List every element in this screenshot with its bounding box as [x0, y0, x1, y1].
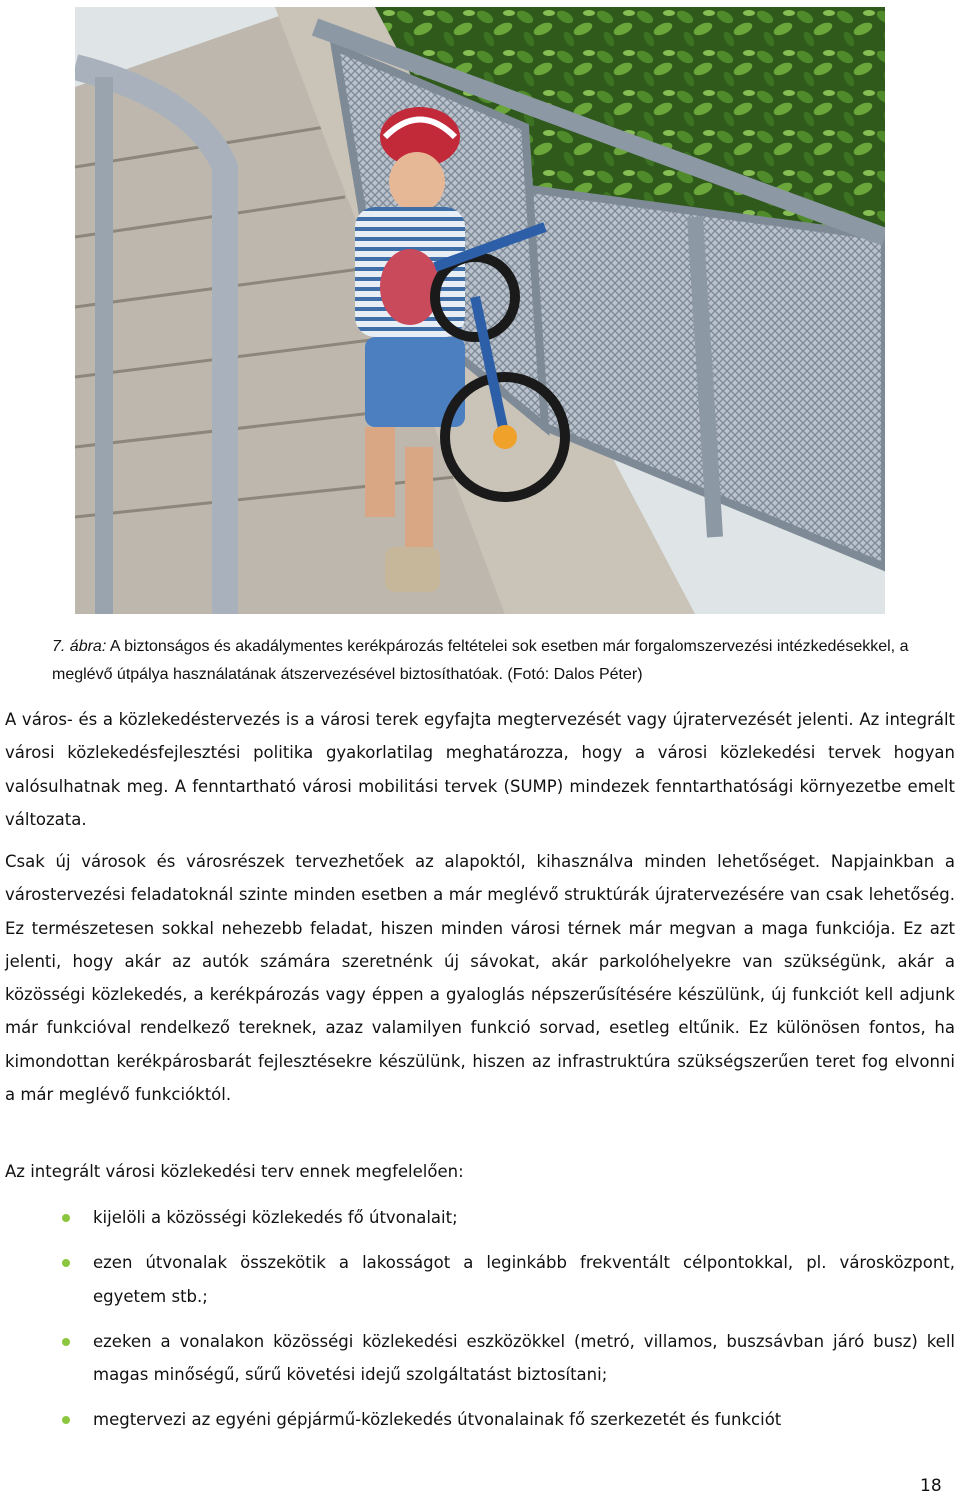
bullet-item: [0, 1246, 955, 1313]
bullet-item: [0, 1201, 955, 1234]
bullet-text: ezen útvonalak összekötik a lakosságot a leginkább frekventált célpontokkal, pl. városközpont, egyetem stb.;: [93, 1253, 955, 1306]
bullet-item: [0, 1403, 955, 1436]
paragraph-2: Csak új városok és városrészek tervezhetőek az alapoktól, kihasználva minden lehetőséget. Napjainkban a várostervezési feladatoknál szinte minden esetben a már meglévő struktúrák újratervezésére van csak lehetőség. Ez természetesen sokkal nehezebb feladat, hiszen minden városi térnek már megvan a maga funkciója. Ez azt jelenti, hogy akár az autók számára szeretnénk új sávokat, akár parkolóhelyekre van szükségünk, akár a közösségi közlekedés, a kerékpározás vagy éppen a gyaloglás népszerűsítésére készülünk, új funkciót kell adjunk már funkcióval rendelkező tereknek, azaz valamilyen funkció sorvad, esetleg eltűnik. Ez különösen fontos, ha kimondottan kerékpárosbarát fejlesztésekre készülünk, hiszen az infrastruktúra szükségszerűen teret fog elvonni a már meglévő funkcióktól.: [5, 852, 955, 1105]
figure-caption-text: A biztonságos és akadálymentes kerékpározás feltételei sok esetben már forgalomszervezési intézkedésekkel, a meglévő útpálya használatának átszervezésével biztosíthatóak. (Fotó: Dalos Péter): [52, 638, 909, 683]
bullet-text: megtervezi az egyéni gépjármű-közlekedés útvonalainak fő szerkezetét és funkciót: [93, 1410, 782, 1430]
bullet-dot-icon: [62, 1214, 70, 1222]
bullet-dot-icon: [62, 1259, 70, 1267]
page-number: 18: [920, 1476, 942, 1496]
bullet-dot-icon: [62, 1338, 70, 1346]
paragraph-1: A város- és a közlekedéstervezés is a városi terek egyfajta megtervezését vagy újratervezését jelenti. Az integrált városi közlekedésfejlesztési politika gyakorlatilag meghatározza, hogy a városi közlekedési tervek hogyan valósulhatnak meg. A fenntartható városi mobilitási tervek (SUMP) mindezek fenntarthatósági környezetbe emelt változata.: [5, 710, 955, 829]
bullet-text: kijelöli a közösségi közlekedés fő útvonalait;: [93, 1208, 458, 1227]
bullet-item: [0, 1325, 955, 1392]
figure-label: 7. ábra:: [52, 638, 107, 655]
paragraph-3: Az integrált városi közlekedési terv ennek megfelelően:: [5, 1162, 464, 1181]
bullet-text: ezeken a vonalakon közösségi közlekedési eszközökkel (metró, villamos, buszsávban járó busz) kell magas minőségű, sűrű követési idejű szolgáltatást biztosítani;: [93, 1331, 955, 1385]
figure-caption: [52, 633, 942, 689]
bullet-dot-icon: [62, 1416, 70, 1424]
figure-photo: [75, 7, 885, 614]
bullet-list: [0, 1201, 955, 1437]
